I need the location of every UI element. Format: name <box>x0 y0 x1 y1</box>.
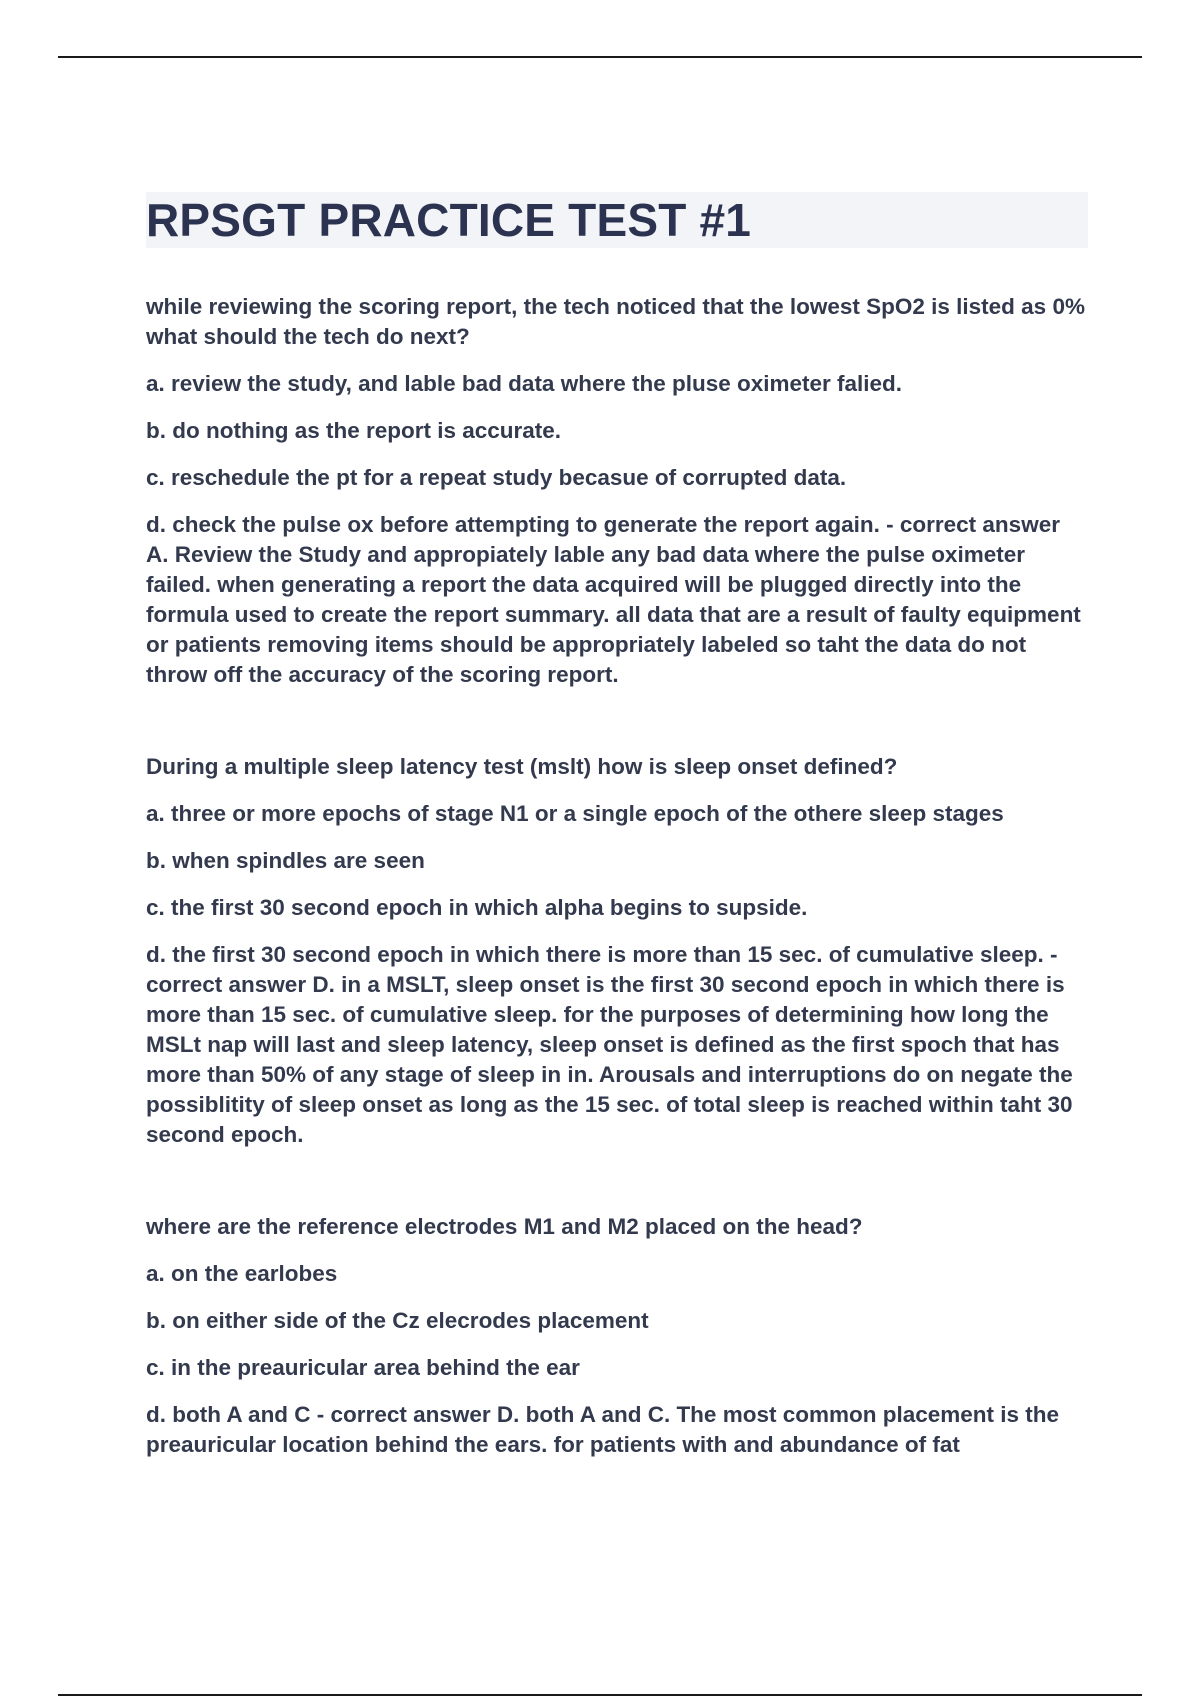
answer-option-a: a. on the earlobes <box>146 1261 338 1286</box>
question-text: where are the reference electrodes M1 and M2 placed on the head? <box>146 1214 863 1239</box>
header-rule <box>58 56 1142 58</box>
question-block-1 <box>146 292 1086 690</box>
answer-option-c: c. the first 30 second epoch in which alpha begins to supside. <box>146 895 808 920</box>
answer-option-c: c. reschedule the pt for a repeat study becasue of corrupted data. <box>146 465 847 490</box>
question-text: while reviewing the scoring report, the tech noticed that the lowest SpO2 is listed as 0% what should the tech do next? <box>146 294 1085 349</box>
footer-rule <box>58 1694 1142 1696</box>
page-title: RPSGT PRACTICE TEST #1 <box>146 194 752 246</box>
question-text: During a multiple sleep latency test (mslt) how is sleep onset defined? <box>146 754 898 779</box>
document-body <box>146 292 1086 1477</box>
answer-option-a: a. three or more epochs of stage N1 or a single epoch of the othere sleep stages <box>146 801 1004 826</box>
question-block-3 <box>146 1212 1086 1460</box>
answer-option-d-with-explanation: d. the first 30 second epoch in which there is more than 15 sec. of cumulative sleep. - correct answer D. in a MSLT, sleep onset is the first 30 second epoch in which there is more than 15 sec. of cumulative sleep. for the purposes of determining how long the MSLt nap will last and sleep latency, sleep onset is defined as the first spoch that has more than 50% of any stage of sleep in in. Arousals and interruptions do on negate the possiblitity of sleep onset as long as the 15 sec. of total sleep is reached within taht 30 second epoch. <box>146 942 1073 1147</box>
answer-option-b: b. when spindles are seen <box>146 848 425 873</box>
answer-option-a: a. review the study, and lable bad data where the pluse oximeter falied. <box>146 371 903 396</box>
answer-option-b: b. on either side of the Cz elecrodes placement <box>146 1308 649 1333</box>
answer-option-d-with-explanation: d. both A and C - correct answer D. both A and C. The most common placement is the preauricular location behind the ears. for patients with and abundance of fat <box>146 1402 1060 1457</box>
answer-option-b: b. do nothing as the report is accurate. <box>146 418 562 443</box>
answer-option-c: c. in the preauricular area behind the ear <box>146 1355 580 1380</box>
answer-option-d-with-explanation: d. check the pulse ox before attempting to generate the report again. - correct answer A. Review the Study and appropiately lable any bad data where the pulse oximeter failed. when generating a report the data acquired will be plugged directly into the formula used to create the report summary. all data that are a result of faulty equipment or patients removing items should be appropriately labeled so taht the data do not throw off the accuracy of the scoring report. <box>146 512 1081 687</box>
question-block-2 <box>146 752 1086 1150</box>
